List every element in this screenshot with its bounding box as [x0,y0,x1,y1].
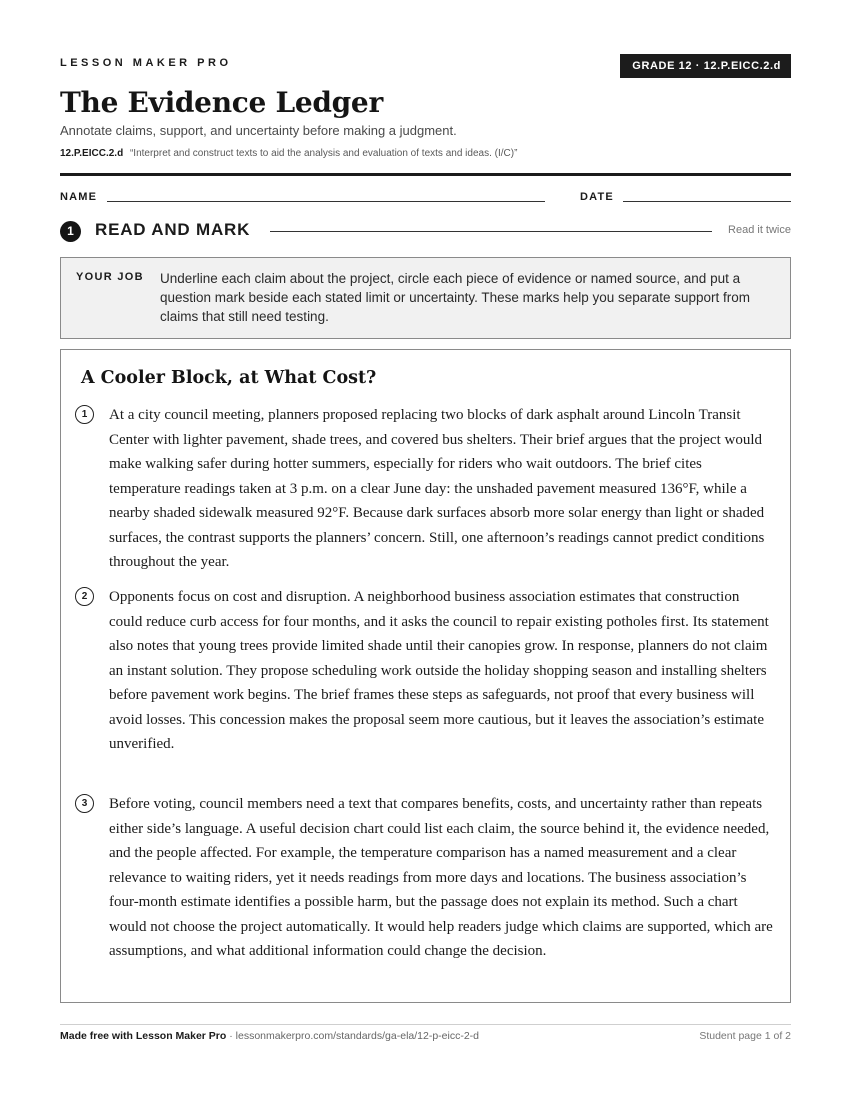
grade-badge: GRADE 12 · 12.P.EICC.2.d [620,54,791,78]
section-header [60,219,791,243]
footer-url[interactable]: · lessonmakerpro.com/standards/ga-ela/12-p-eicc-2-d [229,1030,480,1042]
paragraph-text: At a city council meeting, planners proposed replacing two blocks of dark asphalt around Lincoln Transit Center with lighter pavement, shade trees, and covered bus shelters. Their brief argues that the project would make walking safer during hotter summers, especially for riders who wait outdoors. The brief cites temperature readings taken at 3 p.m. on a clear June day: the unshaded pavement measured 136°F, while a nearby shaded sidewalk measured 92°F. Because dark surfaces absorb more solar energy than light or shaded surfaces, the contrast supports the planners’ concern. Still, one afternoon’s readings cannot predict conditions throughout the year. [109,407,765,570]
paragraph-text: Opponents focus on cost and disruption. A neighborhood business association estimates that construction could reduce curb access for four months, and it asks the council to repair existing potholes first. Its statement also notes that young trees provide limited shade until their canopies grow. In response, planners do not claim an instant solution. They propose scheduling work outside the holiday shopping season and installing shelters before pavement work begins. The brief frames these steps as safeguards, not proof that every business will avoid losses. This concession makes the proposal seem more cautious, but it leaves the association’s estimate unverified. [109,589,769,752]
standard-line [60,148,517,159]
worksheet-title: The Evidence Ledger [60,86,383,119]
brand-name: LESSON MAKER PRO [60,57,232,69]
job-instructions-box [60,257,791,339]
date-field[interactable] [623,201,791,202]
job-text: Underline each claim about the project, circle each piece of evidence or named source, and put a question mark beside each stated limit or uncertainty. These marks help you separate support from claims that still need testing. [160,271,751,324]
paragraph-number: 3 [75,794,94,813]
standard-text: “Interpret and construct texts to aid the analysis and evaluation of texts and ideas. (I/C)” [129,148,518,159]
standard-code: 12.P.EICC.2.d [60,148,124,159]
paragraph-number: 1 [75,405,94,424]
section-note: Read it twice [728,224,791,236]
footer-divider [60,1024,791,1025]
paragraph-text: Before voting, council members need a text that compares benefits, costs, and uncertainty rather than repeats either side’s language. A useful decision chart could list each claim, the source behind it, the evidence needed, and the people affected. For example, the temperature comparison has a named measurement and a clear relevance to waiting riders, yet it needs readings from more days and locations. The business association’s four-month estimate identifies a possible harm, but the passage does not explain its method. Such a chart would not choose the project automatically. It would help readers judge which claims are supported, which are assumptions, and what additional information could change the decision. [109,796,773,959]
footer-page-number: Student page 1 of 2 [699,1030,791,1042]
footer-made-with: Made free with Lesson Maker Pro [60,1030,227,1042]
name-field[interactable] [107,201,545,202]
job-label: YOUR JOB [76,271,144,283]
paragraph-number: 2 [75,587,94,606]
footer-credit [60,1030,479,1042]
name-label: NAME [60,191,98,203]
date-label: DATE [580,191,614,203]
section-rule [270,231,712,232]
section-title: READ AND MARK [95,220,251,239]
worksheet-subtitle: Annotate claims, support, and uncertainty before making a judgment. [60,123,457,138]
header-divider [60,173,791,176]
passage-box [60,349,791,1003]
section-number-badge: 1 [60,221,81,242]
passage-title: A Cooler Block, at What Cost? [81,368,377,388]
